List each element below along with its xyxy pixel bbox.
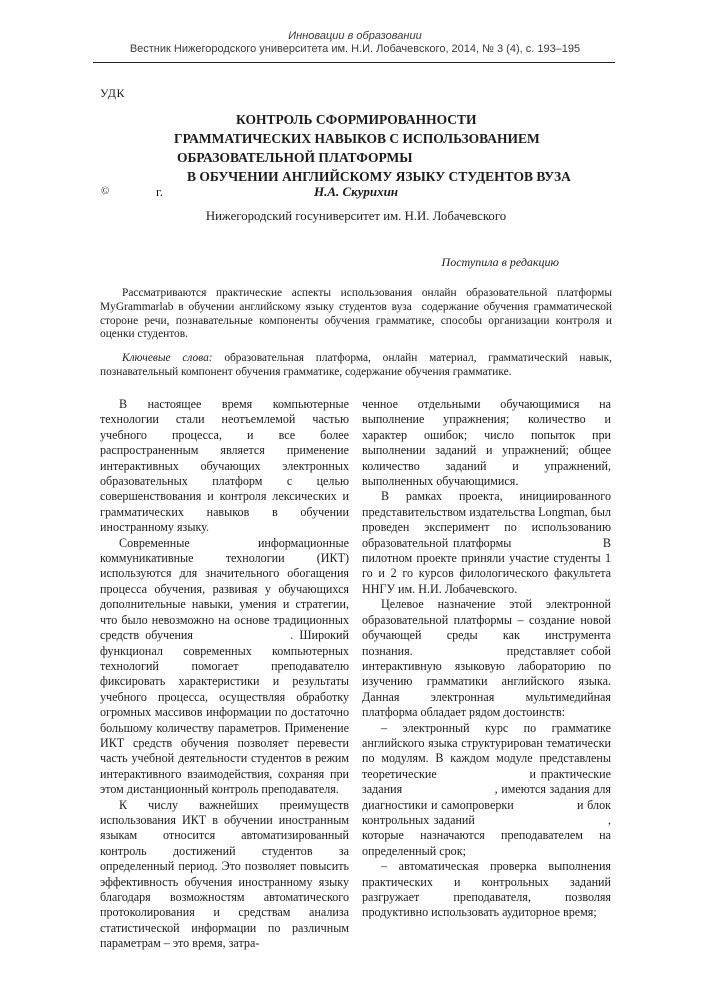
paragraph: Современные информационные коммуникативные технологии (ИКТ) используются для значительного обогащения процесса обучения, развивая у обучающихся дополнительные навыки, умения и стратегии, что было невозможно на основе традиционных средств обучения . Широкий функционал современных компьютерных технологий помогает преподавателю фиксировать характеристики и результаты учебного процесса, осуществляя обработку огромных массивов информации по достаточно большому количеству параметров. Применение ИКТ средств обучения позволяет перевести часть учебной деятельности студентов в режим интерактивного взаимодействия, сохраняя при этом дистанционный контроль преподавателя. [100,535,349,797]
copyright-year-suffix: г. [156,185,163,199]
udk-label: УДК [100,86,125,100]
body-columns [100,397,612,952]
keywords [100,352,612,380]
paragraph: В рамках проекта, инициированного представительством издательства Longman, был проведен эксперимент по использованию образовательной платформы В пилотном проекте приняли участие студенты 1 го и 2 го курсов филологического факультета ННГУ им. Н.И. Лобачевского. [362,489,611,596]
paragraph-list-item: – электронный курс по грамматике английского языка структурирован тематически по модулям. В каждом модуле представлены теоретические и практические задания , имеются задания для диагностики и самопроверки и блок контрольных заданий , которые назначаются преподавателем на определенный срок; [362,720,611,858]
keywords-text: образовательная платформа, онлайн материал, грамматический навык, познавательный компонент обучения грамматике, содержание обучения грамматике. [100,352,612,378]
paragraph: К числу важнейших преимуществ использования ИКТ в обучении иностранным языкам относится автоматизированный контроль достижений студентов за определенный период. Это позволяет повысить эффективность обучения иностранному языку благодаря возможностям автоматического протоколирования и средствам анализа статистической информации по различным параметрам – это время, затра- [100,797,349,951]
title-line: ОБРАЗОВАТЕЛЬНОЙ ПЛАТФОРМЫ [177,150,413,165]
abstract: Рассматриваются практические аспекты использования онлайн образовательной платформы MyGrammarlab в обучении английскому языку студентов вуза содержание обучения грамматической стороне речи, познавательные компоненты обучения грамматике, способы организации контроля и оценки студентов. [100,287,612,341]
title-line: КОНТРОЛЬ СФОРМИРОВАННОСТИ [236,112,477,127]
article-title [100,110,612,186]
journal-series-title: Инновации в образовании [288,30,422,42]
paragraph-list-item: – автоматическая проверка выполнения практических и контрольных заданий разгружает преподавателя, позволяя продуктивно использовать аудиторное время; [362,859,611,920]
keywords-label: Ключевые слова: [122,352,213,364]
author-name: Н.А. Скурихин [313,184,399,199]
received-note: Поступила в редакцию [441,255,559,269]
title-line: В ОБУЧЕНИИ АНГЛИЙСКОМУ ЯЗЫКУ СТУДЕНТОВ ВУЗА [187,169,571,184]
journal-citation: Вестник Нижегородского университета им. Н.И. Лобачевского, 2014, № 3 (4), с. 193–195 [129,43,581,55]
header-divider [93,62,615,63]
author-row [100,184,612,202]
copyright-icon: © [101,185,110,197]
title-line: ГРАММАТИЧЕСКИХ НАВЫКОВ С ИСПОЛЬЗОВАНИЕМ [174,131,540,146]
affiliation: Нижегородский госуниверситет им. Н.И. Лобачевского [205,209,507,223]
journal-header [95,30,615,56]
paragraph-continuation: ченное отдельными обучающимися на выполнение упражнения; количество и характер ошибок; число попыток при выполнении заданий и упражнений; общее количество заданий и упражнений, выполненных обучающимися. [362,397,611,489]
paragraph: В настоящее время компьютерные технологии стали неотъемлемой частью учебного процесса, и все более распространенным является применение интерактивных обучающих электронных образовательных платформ с целью совершенствования и контроля лексических и грамматических навыков в обучении иностранному языку. [100,397,349,535]
paragraph: Целевое назначение этой электронной образовательной платформы – создание новой обучающей среды как инструмента познания. представляет собой интерактивную языковую лабораторию по изучению грамматики английского языка. Данная электронная мультимедийная платформа обладает рядом достоинств: [362,597,611,720]
left-column [100,397,349,952]
right-column [362,397,611,952]
